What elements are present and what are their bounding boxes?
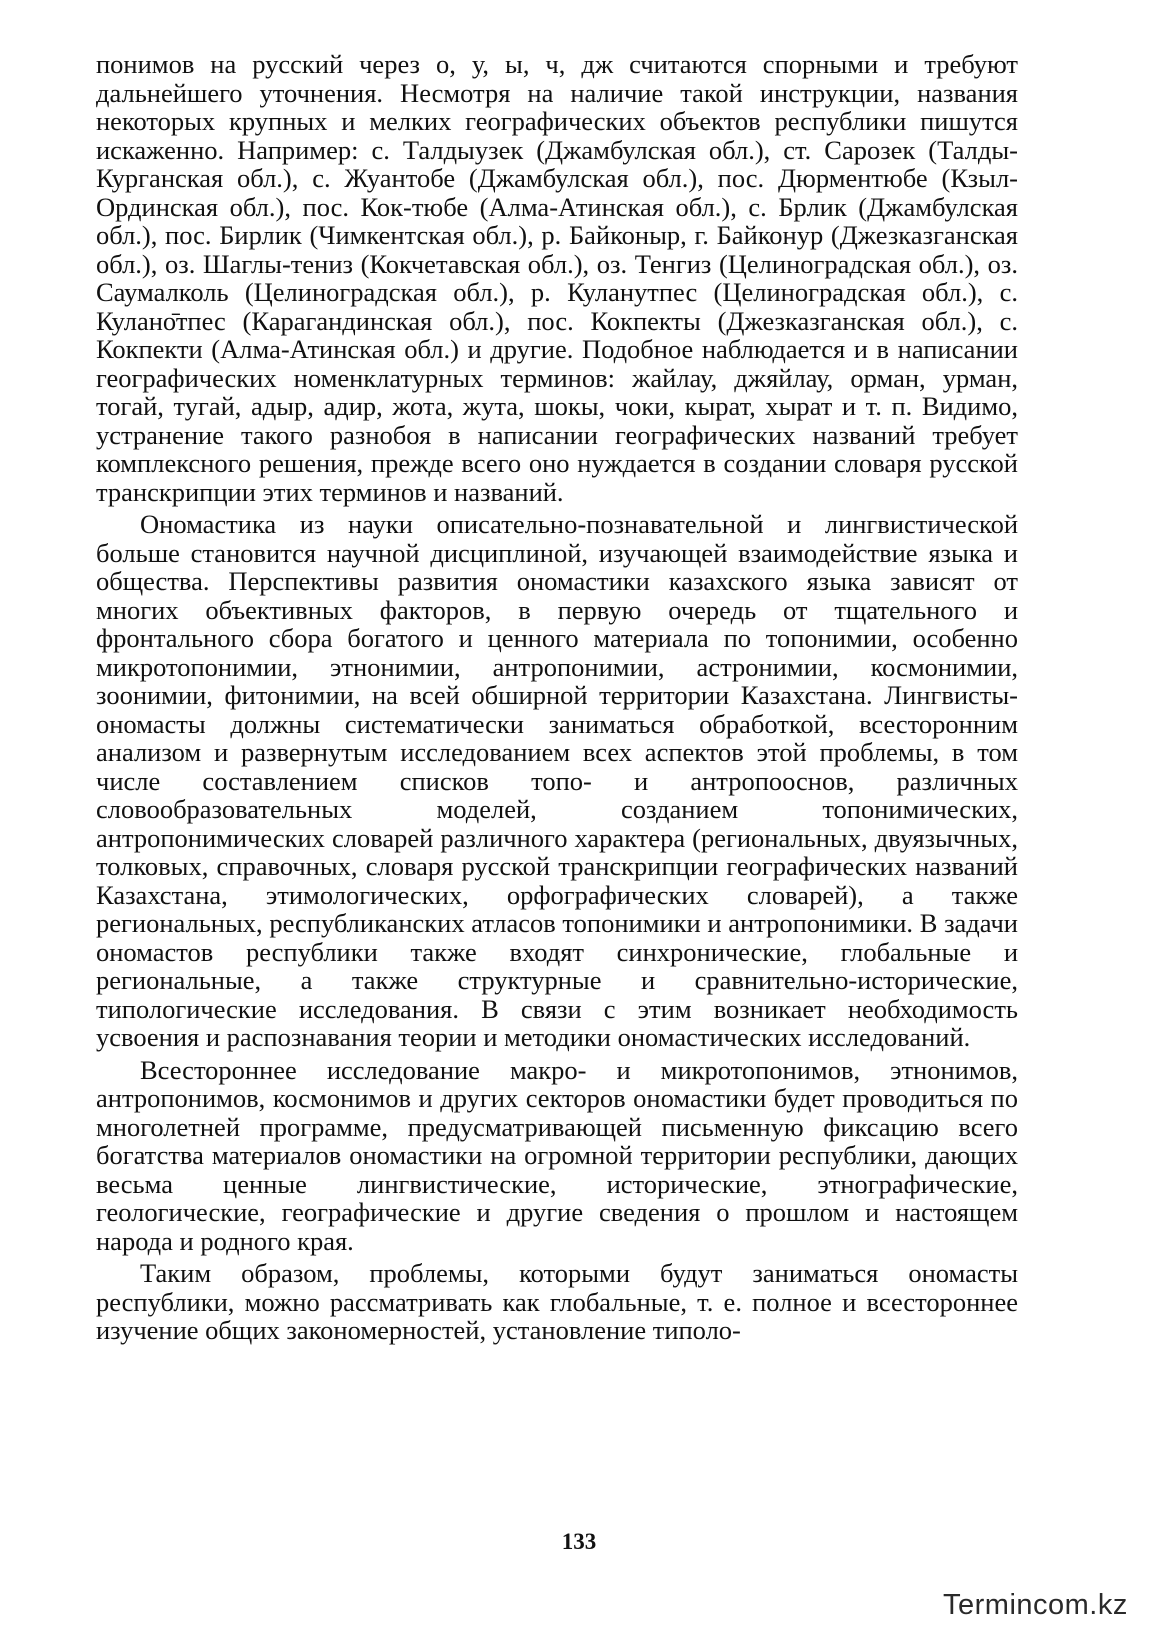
page-body bbox=[96, 50, 1018, 1345]
site-watermark: Termincom.kz bbox=[943, 1589, 1128, 1621]
paragraph-2: Ономастика из науки описательно-познавательной и лингвистической больше становится научной дисциплиной, изучающей взаимодействие языка и общества. Перспективы развития ономастики казахского языка зависят от многих объективных факторов, в первую очередь от тщательного и фронтального сбора богатого и ценного материала по топонимии, особенно микротопонимии, этнонимии, антропонимии, астронимии, космонимии, зоонимии, фитонимии, на всей обширной территории Казахстана. Лингвисты-ономасты должны систематически заниматься обработкой, всесторонним анализом и развернутым исследованием всех аспектов этой проблемы, в том числе составлением списков топо- и антропооснов, различных словообразовательных моделей, созданием топонимических, антропонимических словарей различного характера (региональных, двуязычных, толковых, справочных, словаря русской транскрипции географических названий Казахстана, этимологических, орфографических словарей), а также региональных, республиканских атласов топонимики и антропонимики. В задачи ономастов республики также входят синхронические, глобальные и региональные, а также структурные и сравнительно-исторические, типологические исследования. В связи с этим возникает необходимость усвоения и распознавания теории и методики ономастических исследований. bbox=[96, 509, 1018, 1052]
paragraph-1: понимов на русский через о, у, ы, ч, дж считаются спорными и требуют дальнейшего уточнения. Несмотря на наличие такой инструкции, названия некоторых крупных и мелких географических объектов республики пишутся искаженно. Например: с. Талдыузек (Джамбулская обл.), ст. Сарозек (Талды-Курганская обл.), с. Жуантобе (Джамбулская обл.), пос. Дюрментюбе (Кзыл-Ординская обл.), пос. Кок-тюбе (Алма-Атинская обл.), с. Брлик (Джамбулская обл.), пос. Бирлик (Чимкентская обл.), р. Байконыр, г. Байконур (Джезказганская обл.), оз. Шаглы-тениз (Кокчетавская обл.), оз. Тенгиз (Целиноградская обл.), оз. Саумалколь (Целиноградская обл.), р. Куланутпес (Целиноградская обл.), с. Кулано̄тпес (Карагандинская обл.), пос. Кокпекты (Джезказганская обл.), с. Кокпекти (Алма-Атинская обл.) и другие. Подобное наблюдается и в написании географических номенклатурных терминов: жайлау, джяйлау, орман, урман, тогай, тугай, адыр, адир, жота, жута, шокы, чоки, кырат, хырат и т. п. Видимо, устранение такого разнобоя в написании географических названий требует комплексного решения, прежде всего оно нуждается в создании словаря русской транскрипции этих терминов и названий. bbox=[96, 49, 1018, 507]
page-number: 133 bbox=[561, 1529, 597, 1554]
paragraph-4: Таким образом, проблемы, которыми будут заниматься ономасты республики, можно рассматривать как глобальные, т. е. полное и всестороннее изучение общих закономерностей, установление типоло- bbox=[96, 1258, 1018, 1345]
paragraph-3: Всестороннее исследование макро- и микротопонимов, этнонимов, антропонимов, космонимов и других секторов ономастики будет проводиться по многолетней программе, предусматривающей письменную фиксацию всего богатства материалов ономастики на огромной территории республики, дающих весьма ценные лингвистические, исторические, этнографические, геологические, географические и другие сведения о прошлом и настоящем народа и родного края. bbox=[96, 1054, 1018, 1256]
